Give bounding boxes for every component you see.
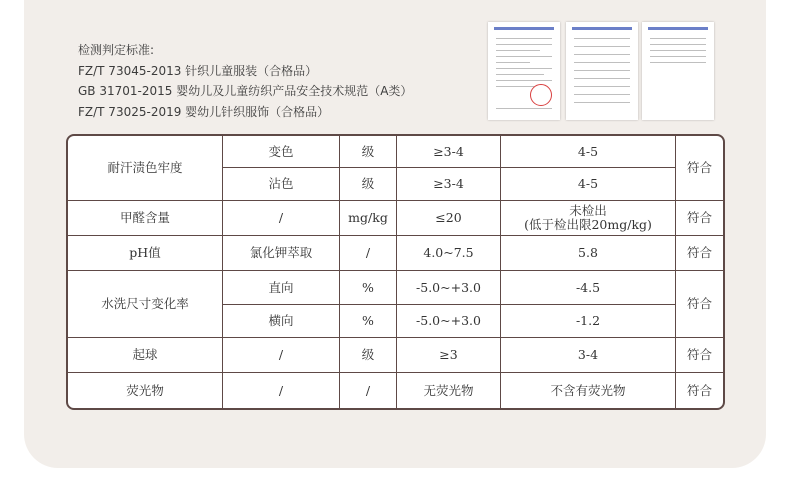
result-cell: 3-4	[501, 338, 676, 373]
table-row	[68, 201, 723, 236]
verdict-cell: 符合	[686, 382, 712, 398]
unit-cell: 级	[340, 168, 397, 201]
standards-block	[78, 40, 412, 122]
table-row	[68, 338, 723, 373]
verdict-cell: 符合	[676, 338, 723, 373]
requirement-cell: -5.0~+3.0	[397, 271, 501, 305]
seal-stamp	[530, 84, 552, 106]
requirement-cell: ≤20	[397, 201, 501, 236]
test-item-cell: 荧光物	[68, 373, 223, 408]
test-item-cell: 水洗尺寸变化率	[68, 271, 223, 338]
unit-cell: %	[340, 271, 397, 305]
result-cell	[501, 201, 676, 236]
result-line: (低于检出限20mg/kg)	[524, 217, 652, 232]
unit-cell: 级	[340, 136, 397, 168]
unit-cell: 级	[340, 338, 397, 373]
result-cell: -4.5	[501, 271, 676, 305]
sub-item-cell: /	[223, 201, 340, 236]
test-item-cell: 耐汗渍色牢度	[68, 136, 223, 201]
result-cell: -1.2	[501, 305, 676, 338]
result-cell: 4-5	[501, 168, 676, 201]
result-line: 未检出	[569, 203, 607, 218]
test-item-cell: pH值	[68, 236, 223, 271]
sub-item-cell: 沾色	[223, 168, 340, 201]
report-thumbnail	[488, 22, 560, 120]
standard-line: FZ/T 73025-2019 婴幼儿针织服饰（合格品）	[78, 104, 330, 119]
table-row	[68, 271, 723, 305]
test-results-table	[66, 134, 725, 410]
result-cell: 不含有荧光物	[501, 373, 676, 408]
unit-cell: /	[340, 373, 397, 408]
requirement-cell: ≥3-4	[397, 136, 501, 168]
requirement-cell: -5.0~+3.0	[397, 305, 501, 338]
sub-item-cell: /	[223, 373, 340, 408]
standard-line: FZ/T 73045-2013 针织儿童服装（合格品）	[78, 63, 318, 78]
verdict-cell: 符合	[676, 201, 723, 236]
sub-item-cell: 横向	[223, 305, 340, 338]
test-item-cell: 起球	[68, 338, 223, 373]
table-row	[68, 373, 723, 408]
report-thumbnail	[642, 22, 714, 120]
standards-heading: 检测判定标准:	[78, 43, 155, 57]
unit-cell: /	[340, 236, 397, 271]
result-cell: 5.8	[501, 236, 676, 271]
sub-item-cell: /	[223, 338, 340, 373]
verdict-cell: 符合	[676, 136, 723, 201]
unit-cell: %	[340, 305, 397, 338]
verdict-cell: 符合	[676, 236, 723, 271]
unit-cell: mg/kg	[340, 201, 397, 236]
report-thumbnail	[566, 22, 638, 120]
requirement-cell: 4.0~7.5	[397, 236, 501, 271]
test-item-cell: 甲醛含量	[68, 201, 223, 236]
verdict-cell: 符合	[676, 271, 723, 338]
table-row	[68, 136, 723, 168]
sub-item-cell: 变色	[223, 136, 340, 168]
standard-line: GB 31701-2015 婴幼儿及儿童纺织产品安全技术规范（A类）	[78, 84, 413, 98]
sub-item-cell: 氯化钾萃取	[223, 236, 340, 271]
result-cell: 4-5	[501, 136, 676, 168]
requirement-cell: ≥3	[397, 338, 501, 373]
requirement-cell: 无荧光物	[397, 373, 501, 408]
table-row	[68, 236, 723, 271]
requirement-cell: ≥3-4	[397, 168, 501, 201]
sub-item-cell: 直向	[223, 271, 340, 305]
